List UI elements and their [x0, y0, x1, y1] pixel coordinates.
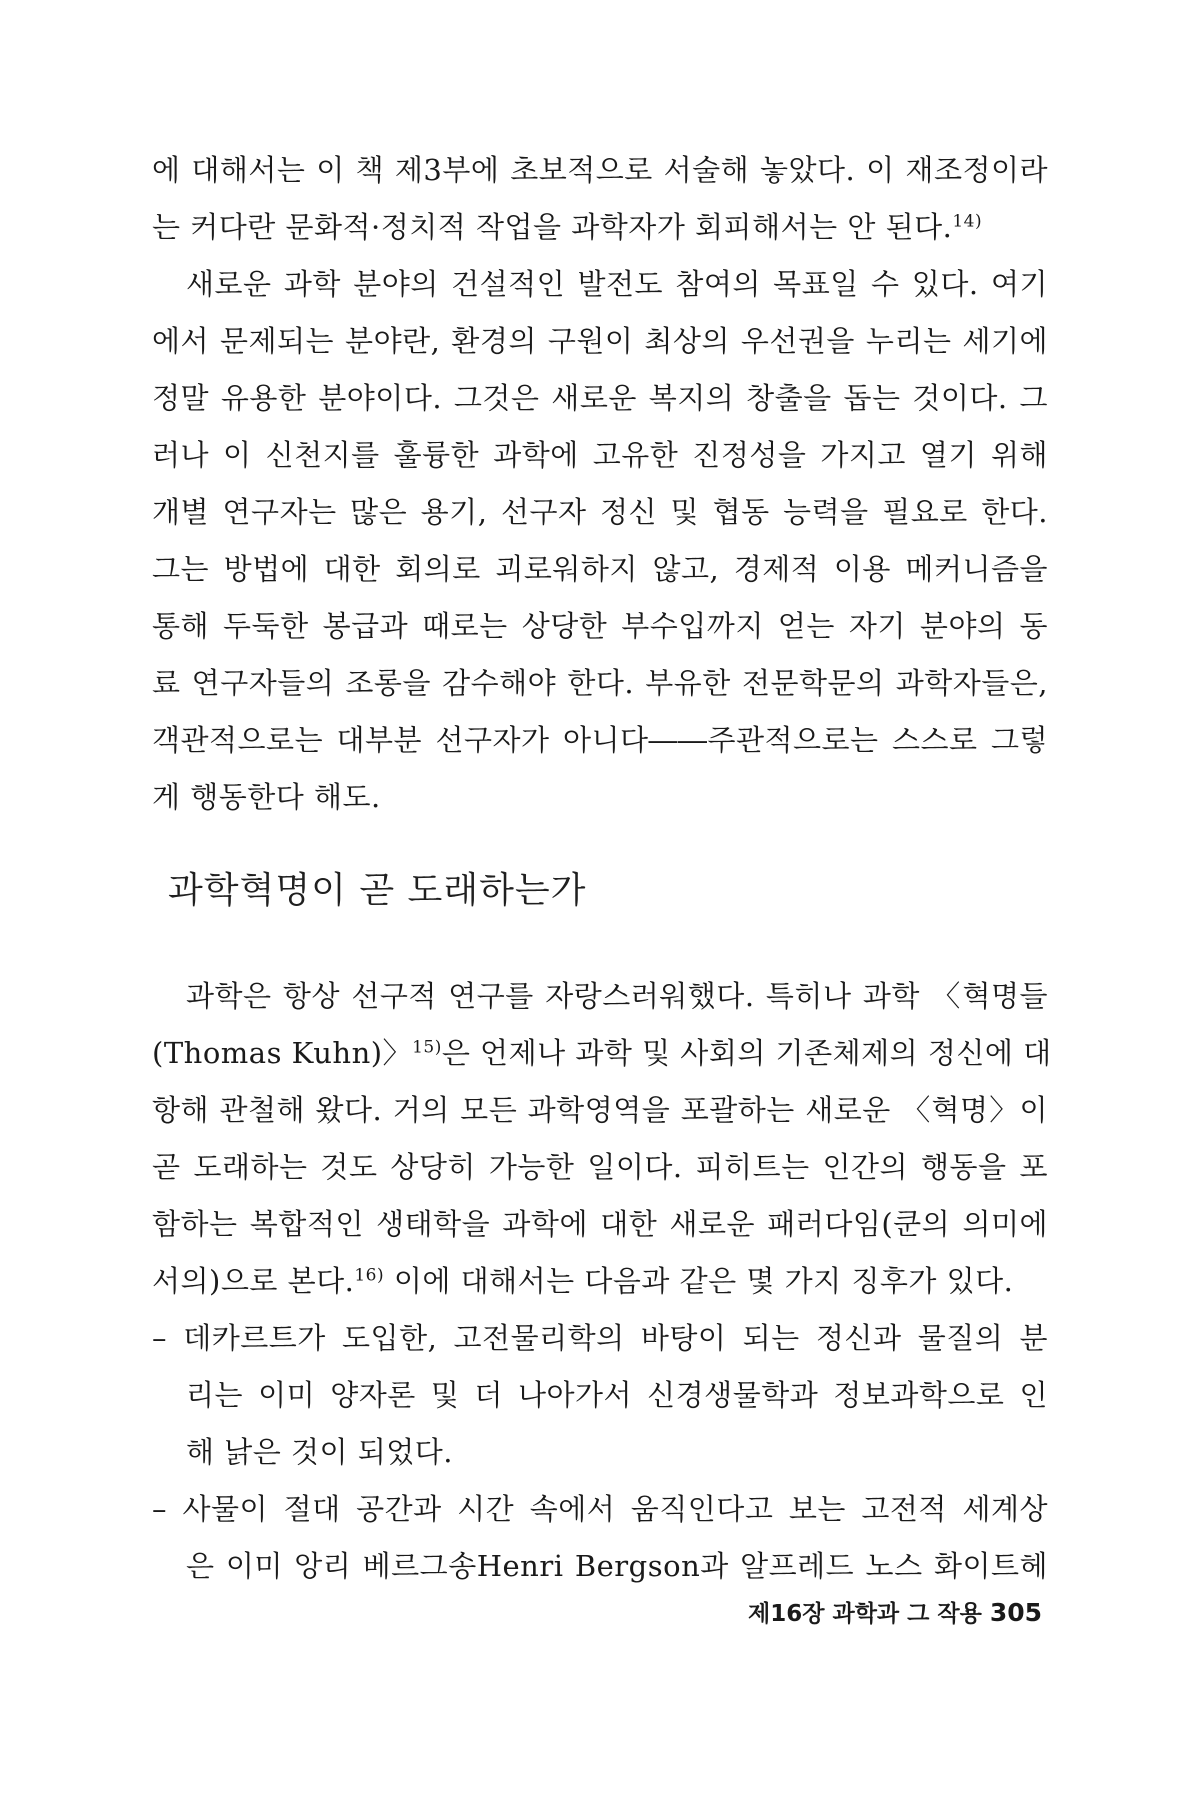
text-span: 는 커다란 문화적·정치적 작업을 과학자가 회피해서는 안 된다.: [152, 210, 953, 244]
page-footer: [748, 1595, 1042, 1628]
bullet-line: 해 낡은 것이 되었다.: [186, 1435, 453, 1469]
text-line: 에 대해서는 이 책 제3부에 초보적으로 서술해 놓았다. 이 재조정이라: [152, 153, 1048, 187]
text-line: 러나 이 신천지를 훌륭한 과학에 고유한 진정성을 가지고 열기 위해: [152, 438, 1048, 472]
bullet-line: 은 이미 앙리 베르그송Henri Bergson과 알프레드 노스 화이트헤: [186, 1549, 1048, 1583]
text-line: 항해 관철해 왔다. 거의 모든 과학영역을 포괄하는 새로운 〈혁명〉이: [152, 1093, 1048, 1127]
section-heading: 과학혁명이 곧 도래하는가: [168, 870, 587, 911]
text-line: 통해 두둑한 봉급과 때로는 상당한 부수입까지 얻는 자기 분야의 동: [152, 609, 1048, 643]
text-line: 함하는 복합적인 생태학을 과학에 대한 새로운 패러다임(쿤의 의미에: [152, 1207, 1048, 1241]
text-line: 료 연구자들의 조롱을 감수해야 한다. 부유한 전문학문의 과학자들은,: [152, 666, 1048, 700]
footnote-marker: 16): [354, 1265, 385, 1286]
text-span: 은 언제나 과학 및 사회의 기존체제의 정신에 대: [441, 1036, 1052, 1070]
bullet-item: [152, 1310, 1048, 1481]
text-line: [152, 1253, 1048, 1310]
page-number: 305: [989, 1598, 1042, 1627]
paragraph-new-science-fields: [152, 256, 1048, 826]
running-footer-chapter: 제16장 과학과 그 작용: [748, 1601, 982, 1627]
footnote-marker: 15): [412, 1037, 442, 1058]
text-span: (Thomas Kuhn)〉: [152, 1036, 413, 1070]
text-line: [152, 199, 1048, 256]
bullet-line: – 데카르트가 도입한, 고전물리학의 바탕이 되는 정신과 물질의 분: [152, 1321, 1048, 1355]
text-line: 그는 방법에 대한 회의로 괴로워하지 않고, 경제적 이용 메커니즘을: [152, 552, 1048, 586]
text-line: 개별 연구자는 많은 용기, 선구자 정신 및 협동 능력을 필요로 한다.: [152, 495, 1048, 529]
footnote-marker: 14): [952, 211, 983, 232]
bullet-line: – 사물이 절대 공간과 시간 속에서 움직인다고 보는 고전적 세계상: [152, 1492, 1048, 1526]
bullet-line: 리는 이미 양자론 및 더 나아가서 신경생물학과 정보과학으로 인: [186, 1378, 1048, 1412]
text-line: 새로운 과학 분야의 건설적인 발전도 참여의 목표일 수 있다. 여기: [186, 267, 1048, 301]
text-line: 곧 도래하는 것도 상당히 가능한 일이다. 피히트는 인간의 행동을 포: [152, 1150, 1048, 1184]
bullet-item: [152, 1481, 1048, 1595]
paragraph-scientific-revolution: [152, 968, 1052, 1310]
text-span: 서의)으로 본다.: [152, 1264, 355, 1298]
text-span: 이에 대해서는 다음과 같은 몇 가지 징후가 있다.: [384, 1264, 1014, 1298]
text-line: 게 행동한다 해도.: [152, 780, 381, 814]
text-line: 과학은 항상 선구적 연구를 자랑스러워했다. 특히나 과학 〈혁명들: [186, 979, 1048, 1013]
text-line: [152, 1025, 1052, 1082]
paragraph-continuation: [152, 142, 1048, 256]
text-line: 정말 유용한 분야이다. 그것은 새로운 복지의 창출을 돕는 것이다. 그: [152, 381, 1048, 415]
text-line: 객관적으로는 대부분 선구자가 아니다――주관적으로는 스스로 그렇: [152, 723, 1048, 757]
text-line: 에서 문제되는 분야란, 환경의 구원이 최상의 우선권을 누리는 세기에: [152, 324, 1048, 358]
